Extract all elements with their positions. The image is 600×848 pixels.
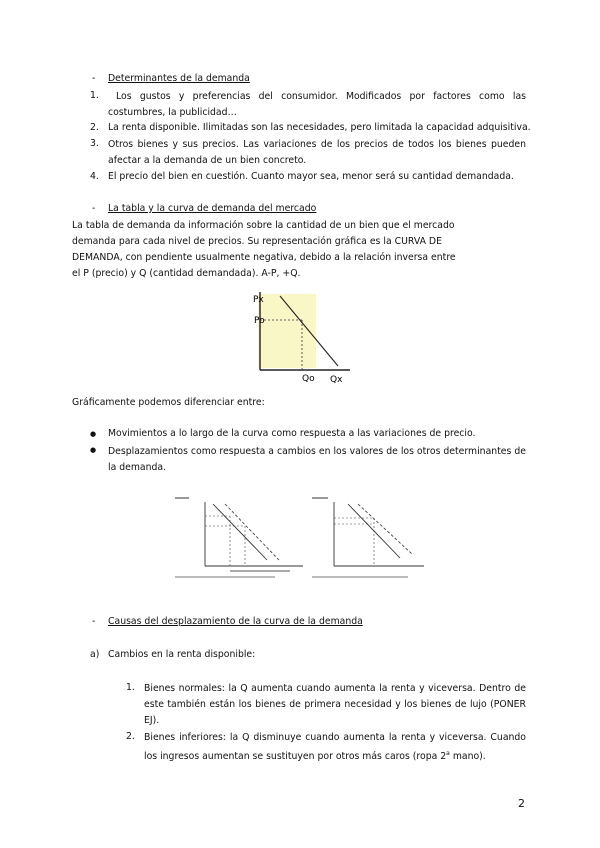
sub-text: Cambios en la renta disponible: bbox=[108, 649, 256, 660]
sub-label: a) bbox=[90, 649, 100, 660]
item-text-before: Bienes inferiores: la Q disminuye cuando aumenta la renta y viceversa. Cuando los ingresos aumentan se sustituyen por otros más caros (ropa 2 bbox=[144, 732, 526, 763]
list-item-text bbox=[144, 730, 526, 765]
bullet-text: Movimientos a lo largo de la curva como respuesta a las variaciones de precio. bbox=[108, 428, 476, 439]
label-qx: Qx bbox=[330, 375, 343, 385]
list-number: 1. bbox=[90, 90, 99, 101]
item-superscript: a bbox=[446, 750, 450, 757]
section1-dash: - bbox=[92, 73, 96, 84]
section2-heading: La tabla y la curva de demanda del mercado bbox=[108, 203, 317, 214]
demand-line bbox=[213, 504, 267, 560]
paragraph-line: DEMANDA, con pendiente usualmente negativa, debido a la relación inversa entre bbox=[72, 252, 456, 263]
shift-graph-left bbox=[175, 494, 305, 584]
bullet-symbol: ● bbox=[90, 446, 97, 454]
section1-heading: Determinantes de la demanda bbox=[108, 73, 250, 84]
item-text-after: mano). bbox=[449, 751, 486, 763]
label-px: Px bbox=[253, 295, 264, 305]
shifted-demand-line bbox=[358, 504, 412, 554]
graphics-intro: Gráficamente podemos diferenciar entre: bbox=[72, 397, 265, 408]
page-number: 2 bbox=[518, 797, 525, 810]
label-qo: Qo bbox=[302, 374, 315, 384]
list-number: 1. bbox=[126, 682, 135, 693]
label-po: Po bbox=[254, 316, 265, 326]
list-item-text: Los gustos y preferencias del consumidor. Modificados por factores como las costumbres, la publicidad… bbox=[108, 91, 526, 118]
list-number: 4. bbox=[90, 171, 99, 182]
list-item-text: Otros bienes y sus precios. Las variaciones de los precios de todos los bienes pueden afectar a la demanda de un bien concreto. bbox=[108, 139, 526, 166]
bullet-symbol: ● bbox=[90, 430, 97, 438]
shifted-demand-line bbox=[225, 504, 279, 560]
list-number: 2. bbox=[90, 122, 99, 133]
shift-graph-right bbox=[312, 494, 432, 584]
section2-dash: - bbox=[92, 203, 96, 214]
list-number: 2. bbox=[126, 731, 135, 742]
paragraph-line: el P (precio) y Q (cantidad demandada). A-P, +Q. bbox=[72, 268, 301, 279]
section3-dash: - bbox=[92, 616, 96, 627]
list-number: 3. bbox=[90, 138, 99, 149]
list-item-text: Bienes normales: la Q aumenta cuando aumenta la renta y viceversa. Dentro de este también están los bienes de primera necesidad y los bienes de lujo (PONER EJ). bbox=[144, 683, 526, 726]
paragraph-line: La tabla de demanda da información sobre la cantidad de un bien que el mercado bbox=[72, 220, 455, 231]
section3-heading: Causas del desplazamiento de la curva de la demanda bbox=[108, 616, 363, 627]
demand-curve-figure bbox=[242, 288, 362, 388]
list-item-text: El precio del bien en cuestión. Cuanto mayor sea, menor será su cantidad demandada. bbox=[108, 171, 514, 182]
list-item-text: La renta disponible. Ilimitadas son las necesidades, pero limitada la capacidad adquisitiva. bbox=[108, 122, 531, 133]
paragraph-line: demanda para cada nivel de precios. Su representación gráfica es la CURVA DE bbox=[72, 236, 442, 247]
bullet-text: Desplazamientos como respuesta a cambios en los valores de los otros determinantes de la demanda. bbox=[108, 446, 526, 473]
